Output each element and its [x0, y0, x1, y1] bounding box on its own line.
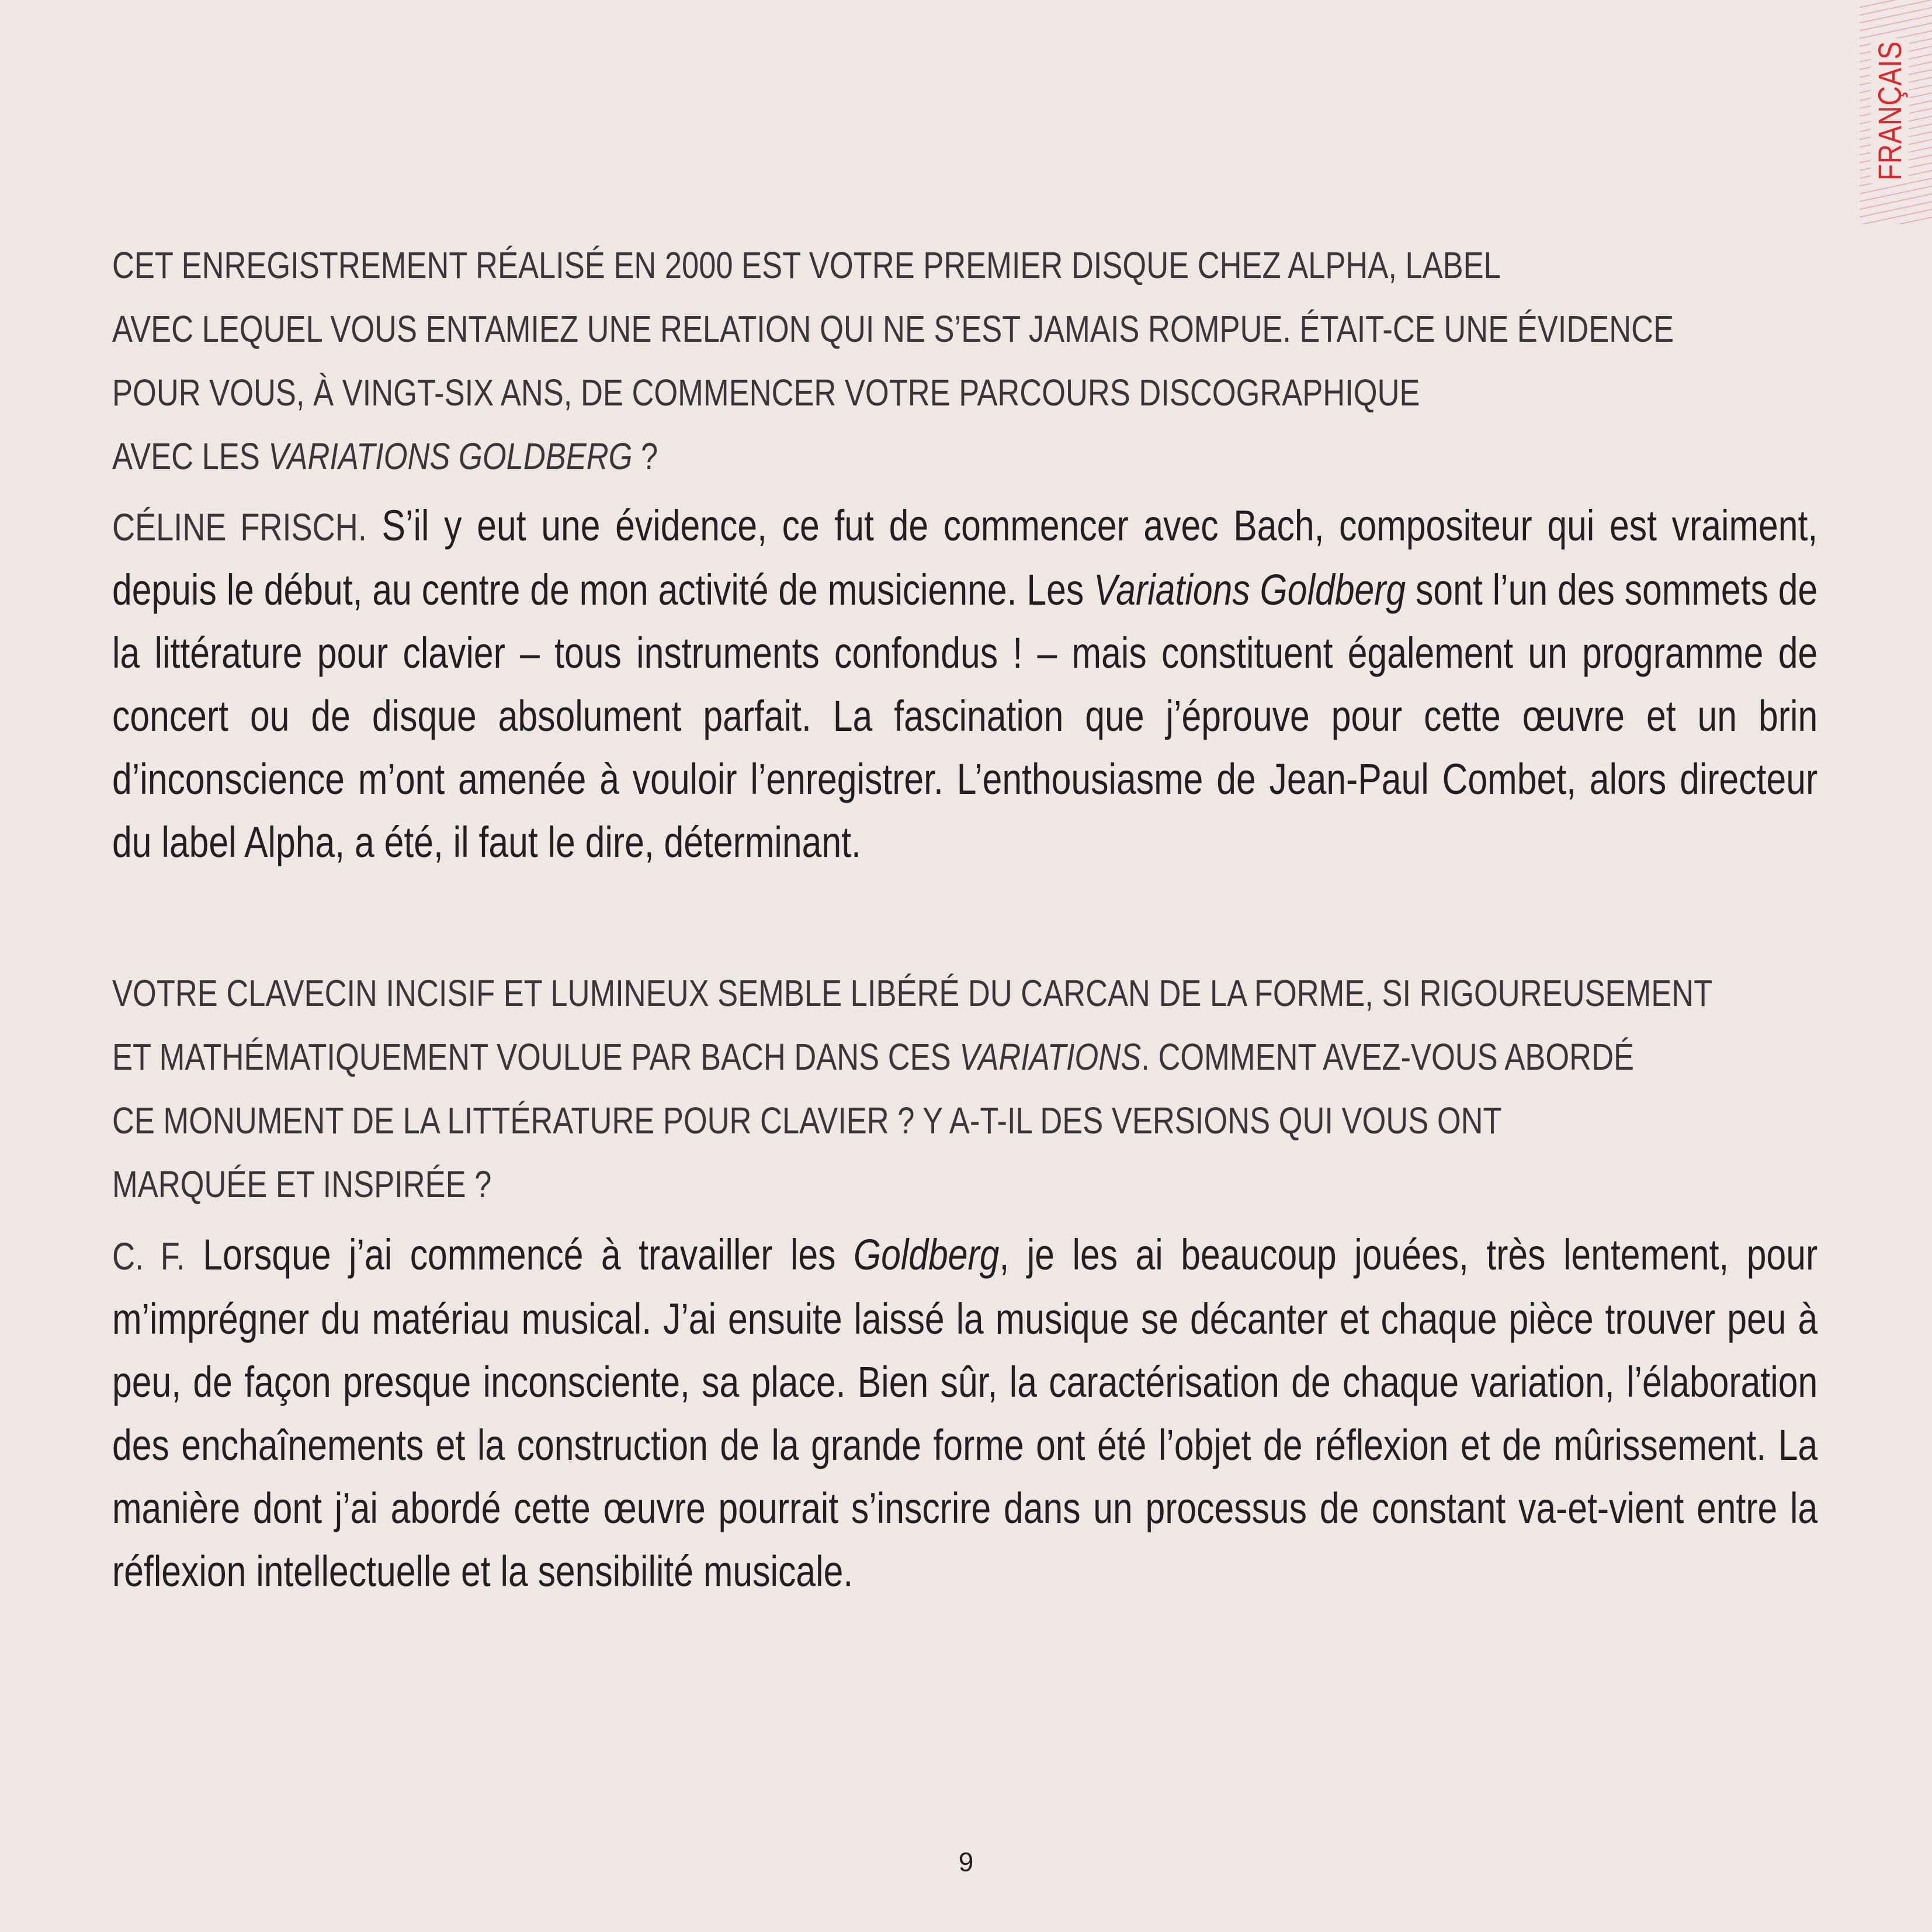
- language-tab: [1860, 0, 1932, 224]
- answer-1-text-part-1: S’il y eut une évidence, ce fut de commencer avec Bach, compositeur qui est vraiment, depuis le début, au centre de mon activité de musicienne. Les: [112, 501, 1818, 614]
- language-tab-label: [1872, 37, 1907, 183]
- question-1-line-4: [112, 425, 1817, 488]
- answer-1-text-part-2: sont l’un des sommets de la littérature pour clavier – tous instruments confondus ! – mais constituent également un programme de concert ou de disque absolument parfait. La fascination que j’éprouve pour cette œuvre et un brin d’inconscience m’ont amenée à vouloir l’enregistrer. L’enthousiasme de Jean-Paul Combet, alors directeur du label Alpha, a été, il faut le dire, déterminant.: [112, 566, 1818, 866]
- question-2-line-4: MARQUÉE ET INSPIRÉE ?: [112, 1163, 492, 1205]
- interview-content: [112, 234, 1818, 1603]
- page-number: 9: [958, 1847, 974, 1877]
- question-1-line-4-start: AVEC LES: [112, 435, 269, 477]
- interview-question-1: [112, 234, 1817, 488]
- question-2-line-2-start: ET MATHÉMATIQUEMENT VOULUE PAR BACH DANS CES: [112, 1036, 960, 1078]
- language-label: FRANÇAIS: [1871, 38, 1909, 183]
- question-2-work-title: VARIATIONS: [959, 1036, 1142, 1078]
- question-1-line-3: POUR VOUS, À VINGT-SIX ANS, DE COMMENCER VOTRE PARCOURS DISCOGRAPHIQUE: [112, 372, 1420, 414]
- question-2-line-1: VOTRE CLAVECIN INCISIF ET LUMINEUX SEMBLE LIBÉRÉ DU CARCAN DE LA FORME, SI RIGOUREUSEMENT: [112, 972, 1713, 1014]
- answer-2-text-part-1: Lorsque j’ai commencé à travailler les: [185, 1230, 854, 1279]
- answer-2-work-title: Goldberg: [853, 1230, 1000, 1279]
- question-1-work-title: VARIATIONS GOLDBERG: [268, 435, 633, 477]
- question-1-line-2: AVEC LEQUEL VOUS ENTAMIEZ UNE RELATION QUI NE S’EST JAMAIS ROMPUE. ÉTAIT-CE UNE ÉVIDENCE: [112, 308, 1674, 350]
- answer-2-text-part-2: , je les ai beaucoup jouées, très lentement, pour m’imprégner du matériau musical. J’ai ensuite laissé la musique se décanter et chaque pièce trouver peu à peu, de façon presque inconsciente, sa place. Bien sûr, la caractérisation de chaque variation, l’élaboration des enchaînements et la construction de la grande forme ont été l’objet de réflexion et de mûrissement. La manière dont j’ai abordé cette œuvre pourrait s’inscrire dans un processus de constant va-et-vient entre la réflexion intellectuelle et la sensibilité musicale.: [112, 1230, 1818, 1595]
- question-2-line-2-end: . COMMENT AVEZ-VOUS ABORDÉ: [1141, 1036, 1634, 1078]
- answer-1-speaker: CÉLINE FRISCH.: [112, 505, 367, 549]
- interview-question-2: [112, 962, 1817, 1216]
- answer-1-work-title: Variations Goldberg: [1094, 566, 1406, 614]
- question-1-line-4-end: ?: [632, 435, 658, 477]
- interview-answer-2: [112, 1223, 1817, 1603]
- interview-answer-1: [112, 494, 1817, 874]
- question-1-line-1: CET ENREGISTREMENT RÉALISÉ EN 2000 EST VOTRE PREMIER DISQUE CHEZ ALPHA, LABEL: [112, 244, 1501, 286]
- answer-2-speaker: C. F.: [112, 1234, 185, 1278]
- question-2-line-3: CE MONUMENT DE LA LITTÉRATURE POUR CLAVIER ? Y A-T-IL DES VERSIONS QUI VOUS ONT: [112, 1099, 1502, 1142]
- question-2-line-2: [112, 1025, 1817, 1089]
